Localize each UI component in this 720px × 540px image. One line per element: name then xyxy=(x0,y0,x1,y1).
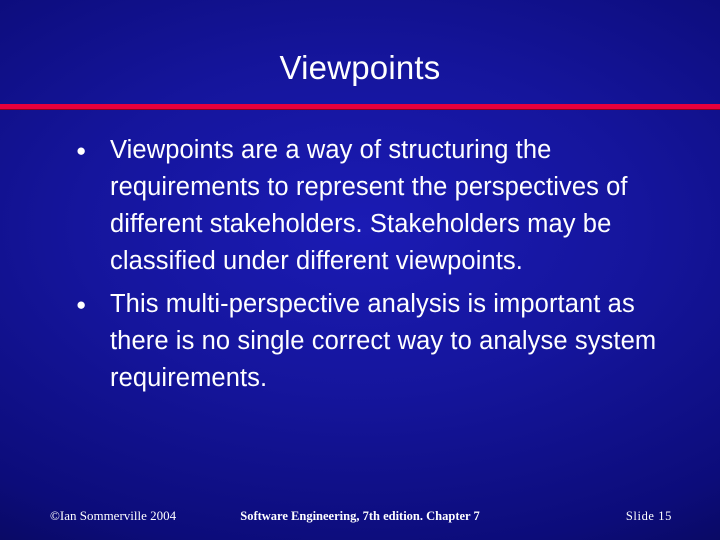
list-item xyxy=(72,132,692,280)
bullet-icon: ● xyxy=(76,295,87,314)
slide-body xyxy=(72,132,692,403)
list-item-text: This multi-perspective analysis is important as there is no single correct way to analyse system requirements. xyxy=(110,290,657,392)
copyright-text: ©Ian Sommerville 2004 xyxy=(50,508,177,523)
slide-footer xyxy=(0,506,720,526)
slide-number: Slide 15 xyxy=(625,509,672,523)
footer-book-reference: Software Engineering, 7th edition. Chapter 7 xyxy=(240,509,480,523)
list-item-text: Viewpoints are a way of structuring the requirements to represent the perspectives of different stakeholders. Stakeholders may be classified under different viewpoints. xyxy=(110,136,628,275)
page-title: Viewpoints xyxy=(279,49,441,86)
title-divider xyxy=(0,104,720,109)
list-item xyxy=(72,286,692,397)
bullet-icon: ● xyxy=(76,141,87,160)
